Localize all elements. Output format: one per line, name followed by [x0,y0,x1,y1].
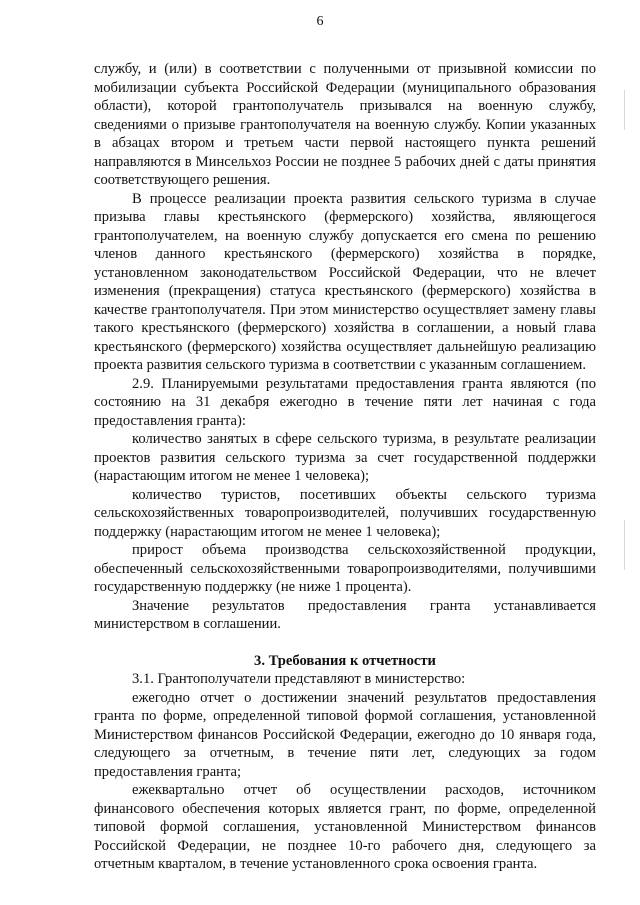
scan-margin-mark [624,520,625,570]
paragraph-3-1: 3.1. Грантополучатели представляют в министерство: [132,671,466,687]
document-body [94,60,596,874]
result-item-tourists: количество туристов, посетивших объекты сельского туризма сельскохозяйственных товаропроизводителей, получивших государственную поддержку (нарастающим итогом не менее 1 человека); [94,486,596,540]
report-quarterly: ежеквартально отчет об осуществлении расходов, источником финансового обеспечения которых является грант, по форме, определенной типовой формой соглашения, установленной Министерством финансов Российской Федерации, не позднее 10-го рабочего дня, следующего за отчетным кварталом, в течение установленного срока освоения гранта. [94,782,596,872]
report-annual: ежегодно отчет о достижении значений результатов предоставления гранта по форме, определенной типовой формой соглашения, установленной Министерством финансов Российской Федерации, ежегодно до 10 января года, следующего за отчетным, в течение пяти лет, следующих за годом предоставления гранта; [94,689,596,780]
paragraph-head-replacement: В процессе реализации проекта развития сельского туризма в случае призыва главы крестьянского (фермерского) хозяйства, являющегося грантополучателем, на военную службу допускается его смена по решению членов данного крестьянского (фермерского) хозяйства в порядке, установленном законодательством Российской Федерации, что не влечет изменения (прекращения) статуса крестьянского (фермерского) хозяйства в качестве грантополучателя. При этом министерство осуществляет замену главы такого крестьянского (фермерского) хозяйства в соглашении, а новый глава крестьянского (фермерского) хозяйства осуществляет дальнейшую реализацию проекта развития сельского туризма в соответствии с указанным соглашением. [94,190,596,373]
paragraph-result-values: Значение результатов предоставления гранта устанавливается министерством в соглашении. [94,597,596,632]
result-item-production: прирост объема производства сельскохозяйственной продукции, обеспеченный сельскохозяйственными товаропроизводителями, получившими государственную поддержку (не ниже 1 процента). [94,542,596,595]
result-item-employment: количество занятых в сфере сельского туризма, в результате реализации проектов развития сельского туризма за счет государственной поддержки (нарастающим итогом не менее 1 человека); [94,431,596,484]
paragraph-2-9: 2.9. Планируемыми результатами предоставления гранта являются (по состоянию на 31 декабря ежегодно в течение пяти лет начиная с года предоставления гранта): [94,375,596,429]
paragraph-continuation: службу, и (или) в соответствии с полученными от призывной комиссии по мобилизации субъекта Российской Федерации (муниципального образования области), которой грантополучатель призывался на военную службу, сведениями о призыве грантополучателя на военную службу. Копии указанных в абзацах втором и третьем части первой настоящего пункта решений направляются в Минсельхоз России не позднее 5 рабочих дней с даты принятия соответствующего решения. [94,61,596,188]
page-number: 6 [316,14,324,29]
scan-margin-mark [624,90,625,130]
section-heading: 3. Требования к отчетности [254,652,436,669]
